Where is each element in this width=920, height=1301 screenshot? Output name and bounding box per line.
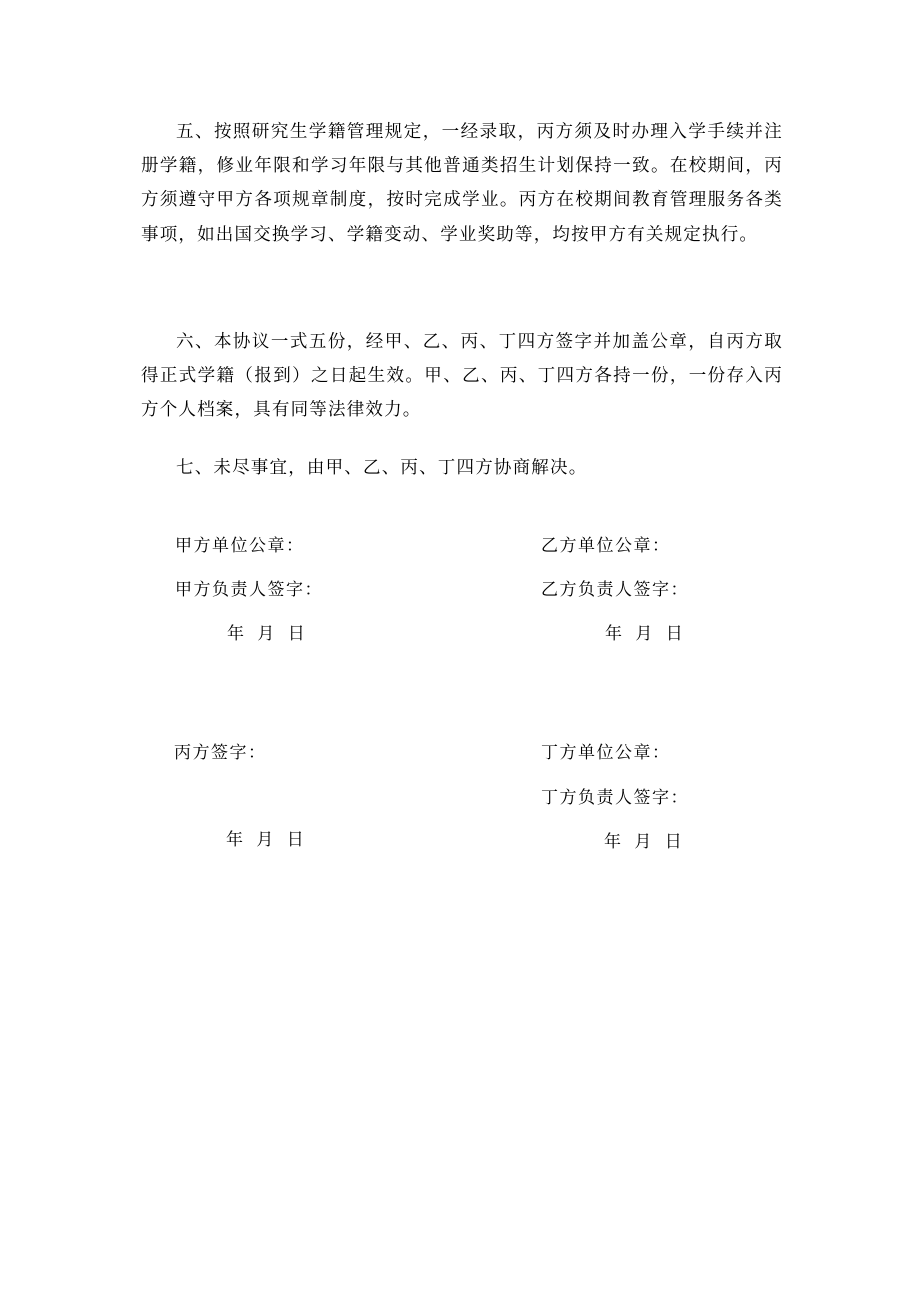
party-b-seal-label: 乙方单位公章：	[541, 536, 671, 556]
party-d-signer-label: 丁方负责人签字：	[541, 788, 689, 808]
party-b-signer-label: 乙方负责人签字：	[541, 580, 689, 600]
party-a-date: 年 月 日	[227, 624, 305, 644]
clause-seven: 七、未尽事宜，由甲、乙、丙、丁四方协商解决。	[176, 458, 588, 478]
party-c-date: 年 月 日	[226, 830, 304, 850]
party-d-seal-label: 丁方单位公章：	[541, 743, 671, 763]
party-d-date: 年 月 日	[604, 832, 682, 852]
clause-five: 五、按照研究生学籍管理规定，一经录取，丙方须及时办理入学手续并注册学籍，修业年限和学习年限与其他普通类招生计划保持一致。在校期间，丙方须遵守甲方各项规章制度，按时完成学业。丙方在校期间教育管理服务各类事项，如出国交换学习、学籍变动、学业奖助等，均按甲方有关规定执行。	[141, 122, 783, 245]
party-c-signer-label: 丙方签字：	[174, 743, 267, 763]
party-b-date: 年 月 日	[605, 624, 683, 644]
clause-six: 六、本协议一式五份，经甲、乙、丙、丁四方签字并加盖公章，自丙方取得正式学籍（报到）之日起生效。甲、乙、丙、丁四方各持一份，一份存入丙方个人档案，具有同等法律效力。	[141, 332, 783, 421]
party-a-signer-label: 甲方负责人签字：	[175, 580, 323, 600]
party-a-seal-label: 甲方单位公章：	[175, 536, 305, 556]
